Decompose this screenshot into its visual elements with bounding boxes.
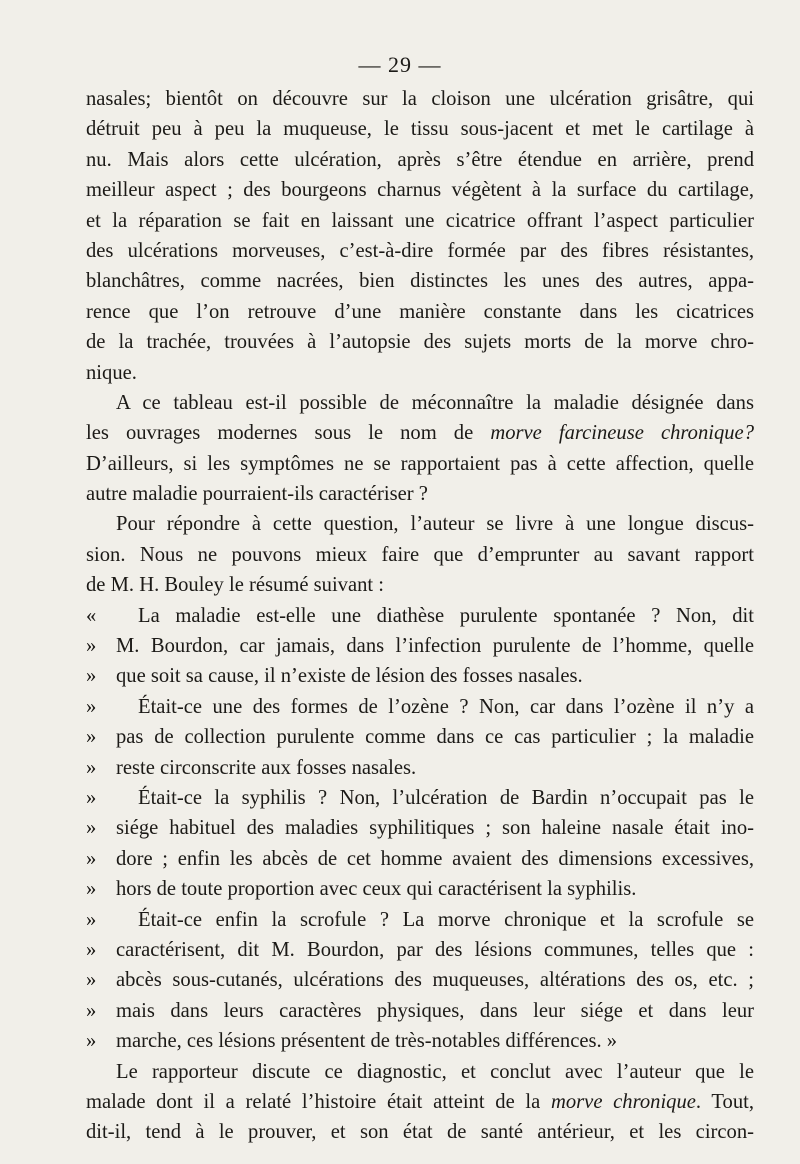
quote-mark: »	[86, 1030, 97, 1053]
text-line	[86, 935, 754, 965]
text-line	[86, 1087, 754, 1117]
text-line	[86, 449, 754, 479]
text-line	[86, 479, 754, 509]
line-text: de la trachée, trouvées à l’autopsie des sujets morts de la morve chro-	[86, 331, 754, 354]
text-line	[86, 753, 754, 783]
text-line	[86, 570, 754, 600]
quote-mark: »	[86, 726, 97, 749]
quote-mark: »	[86, 878, 97, 901]
line-text: . Tout,	[695, 1090, 755, 1113]
line-text: M. Bourdon, car jamais, dans l’infection purulente de l’homme, quelle	[116, 635, 754, 658]
text-line	[86, 84, 754, 114]
line-text: les ouvrages modernes sous le nom de	[86, 422, 491, 445]
quote-mark: »	[86, 756, 97, 779]
quote-mark: »	[86, 786, 97, 809]
text-line	[86, 114, 754, 144]
text-line	[86, 236, 754, 266]
line-text: détruit peu à peu la muqueuse, le tissu sous-jacent et met le cartilage à	[86, 118, 754, 141]
line-text: autre maladie pourraient-ils caractériser ?	[86, 483, 428, 506]
line-text: nique.	[86, 361, 137, 384]
text-line	[86, 1026, 754, 1056]
text-line	[86, 358, 754, 388]
text-line	[86, 783, 754, 813]
text-line	[86, 905, 754, 935]
quote-mark: «	[86, 604, 97, 627]
quote-mark: »	[86, 938, 97, 961]
line-text: Était-ce la syphilis ? Non, l’ulcération de Bardin n’occupait pas le	[138, 786, 754, 809]
line-text: Pour répondre à cette question, l’auteur se livre à une longue discus-	[116, 513, 754, 536]
text-line	[86, 206, 754, 236]
line-text: abcès sous-cutanés, ulcérations des muqueuses, altérations des os, etc. ;	[116, 969, 754, 992]
text-line	[86, 145, 754, 175]
quote-mark: »	[86, 695, 97, 718]
line-text: mais dans leurs caractères physiques, dans leur siége et dans leur	[116, 999, 754, 1022]
italic-term: morve farcineuse chronique?	[490, 422, 754, 445]
line-text: des ulcérations morveuses, c’est-à-dire formée par des fibres résistantes,	[86, 239, 754, 262]
quote-mark: »	[86, 635, 97, 658]
line-text: rence que l’on retrouve d’une manière constante dans les cicatrices	[86, 300, 754, 323]
line-text: blanchâtres, comme nacrées, bien distinctes les unes des autres, appa-	[86, 270, 754, 293]
line-text: sion. Nous ne pouvons mieux faire que d’emprunter au savant rapport	[86, 543, 754, 566]
quote-mark: »	[86, 908, 97, 931]
text-line	[86, 631, 754, 661]
line-text: marche, ces lésions présentent de très-notables différences. »	[116, 1030, 618, 1053]
text-line	[86, 874, 754, 904]
line-text: que soit sa cause, il n’existe de lésion des fosses nasales.	[116, 665, 583, 688]
text-line	[86, 418, 754, 448]
quote-mark: »	[86, 969, 97, 992]
page-number: — 29 —	[358, 52, 442, 77]
line-text: de M. H. Bouley le résumé suivant :	[86, 574, 384, 597]
line-text: La maladie est-elle une diathèse purulente spontanée ? Non, dit	[138, 604, 754, 627]
line-text: et la réparation se fait en laissant une cicatrice offrant l’aspect particulier	[86, 209, 754, 232]
text-line	[86, 692, 754, 722]
line-text: pas de collection purulente comme dans ce cas particulier ; la maladie	[116, 726, 754, 749]
line-text: nu. Mais alors cette ulcération, après s’être étendue en arrière, prend	[86, 148, 754, 171]
line-text: caractérisent, dit M. Bourdon, par des lésions communes, telles que :	[116, 938, 754, 961]
quote-mark: »	[86, 665, 97, 688]
line-text: hors de toute proportion avec ceux qui caractérisent la syphilis.	[116, 878, 637, 901]
line-text: Le rapporteur discute ce diagnostic, et conclut avec l’auteur que le	[116, 1060, 754, 1083]
quote-mark: »	[86, 847, 97, 870]
quote-mark: »	[86, 817, 97, 840]
line-text: A ce tableau est-il possible de méconnaître la maladie désignée dans	[116, 391, 754, 414]
line-text: malade dont il a relaté l’histoire était atteint de la	[86, 1090, 551, 1113]
line-text: siége habituel des maladies syphilitiques ; son haleine nasale était ino-	[116, 817, 754, 840]
text-line	[86, 601, 754, 631]
line-text: dit-il, tend à le prouver, et son état de santé antérieur, et les circon-	[86, 1121, 754, 1144]
text-line	[86, 844, 754, 874]
text-line	[86, 722, 754, 752]
text-line	[86, 965, 754, 995]
line-text: Était-ce une des formes de l’ozène ? Non, car dans l’ozène il n’y a	[138, 695, 754, 718]
text-line	[86, 813, 754, 843]
italic-term: morve chronique	[551, 1090, 696, 1113]
text-line	[86, 297, 754, 327]
text-line	[86, 266, 754, 296]
text-line	[86, 388, 754, 418]
line-text: reste circonscrite aux fosses nasales.	[116, 756, 417, 779]
text-line	[86, 996, 754, 1026]
line-text: meilleur aspect ; des bourgeons charnus végètent à la surface du cartilage,	[86, 179, 754, 202]
text-line	[86, 540, 754, 570]
text-line	[86, 1057, 754, 1087]
text-line	[86, 175, 754, 205]
text-line	[86, 509, 754, 539]
text-line	[86, 661, 754, 691]
line-text: Était-ce enfin la scrofule ? La morve chronique et la scrofule se	[138, 908, 754, 931]
body-text	[86, 84, 754, 1148]
text-line	[86, 327, 754, 357]
line-text: D’ailleurs, si les symptômes ne se rapportaient pas à cette affection, quelle	[86, 452, 754, 475]
quote-mark: »	[86, 999, 97, 1022]
line-text: dore ; enfin les abcès de cet homme avaient des dimensions excessives,	[116, 847, 754, 870]
line-text: nasales; bientôt on découvre sur la cloison une ulcération grisâtre, qui	[86, 88, 754, 110]
text-line	[86, 1117, 754, 1147]
